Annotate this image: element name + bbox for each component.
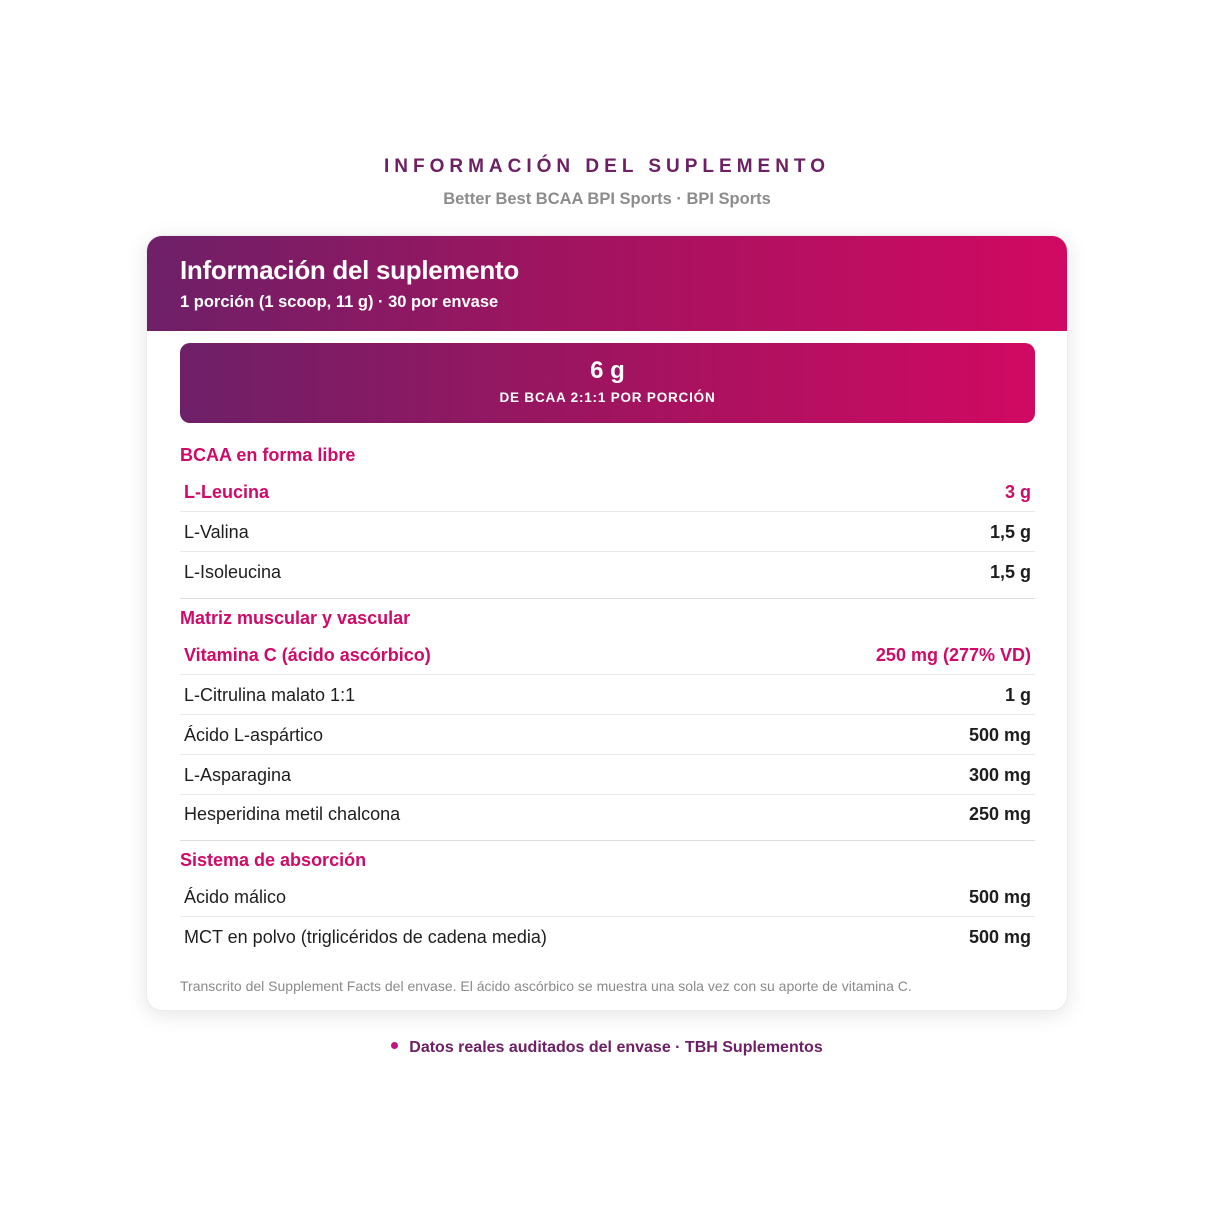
nutrient-amount: 1,5 g <box>989 521 1031 542</box>
nutrient-amount: 500 mg <box>968 886 1031 907</box>
nutrient-row <box>180 513 1035 552</box>
section-title-bcaa: BCAA en forma libre <box>180 445 356 465</box>
nutrient-row <box>180 795 1035 841</box>
nutrient-amount: 1 g <box>1004 684 1031 705</box>
nutrient-row <box>180 676 1035 715</box>
nutrient-row <box>180 716 1035 755</box>
nutrient-name: Hesperidina metil chalcona <box>184 803 401 824</box>
nutrient-name: L-Valina <box>184 521 249 542</box>
section-title-matrix: Matriz muscular y vascular <box>180 608 411 628</box>
nutrient-name: L-Asparagina <box>184 764 292 785</box>
bcaa-highlight-banner <box>180 343 1035 423</box>
nutrient-row <box>180 918 1035 957</box>
nutrient-amount: 500 mg <box>968 724 1031 745</box>
nutrient-name: Vitamina C (ácido ascórbico) <box>184 644 431 665</box>
card-title: Información del suplemento <box>180 255 519 285</box>
nutrient-row <box>180 636 1035 675</box>
page-eyebrow: INFORMACIÓN DEL SUPLEMENTO <box>384 156 830 177</box>
nutrient-name: Ácido L-aspártico <box>184 724 324 745</box>
nutrient-amount: 3 g <box>1004 481 1031 502</box>
serving-size: 1 porción (1 scoop, 11 g) · 30 por envase <box>180 293 499 311</box>
highlight-value: 6 g <box>590 357 625 384</box>
audit-note-text: Datos reales auditados del envase · TBH Suplementos <box>409 1039 823 1056</box>
nutrient-amount: 300 mg <box>968 764 1031 785</box>
nutrient-name: MCT en polvo (triglicéridos de cadena media) <box>184 927 547 947</box>
nutrient-row <box>180 553 1035 599</box>
nutrient-amount: 500 mg <box>968 927 1031 947</box>
card-header <box>147 236 1067 331</box>
bullet-dot-icon <box>391 1042 398 1049</box>
nutrient-name: Ácido málico <box>184 886 287 907</box>
nutrient-row <box>180 756 1035 795</box>
footnote: Transcrito del Supplement Facts del envase. El ácido ascórbico se muestra una sola vez con su aporte de vitamina C. <box>180 978 912 994</box>
audit-note <box>0 1039 1214 1057</box>
page-subtitle: Better Best BCAA BPI Sports · BPI Sports <box>443 190 771 208</box>
nutrient-name: L-Citrulina malato 1:1 <box>184 684 356 705</box>
highlight-label: DE BCAA 2:1:1 POR PORCIÓN <box>499 390 716 405</box>
supplement-facts-card <box>146 235 1068 1011</box>
nutrient-amount: 250 mg (277% VD) <box>875 644 1031 665</box>
nutrient-amount: 1,5 g <box>989 561 1031 582</box>
section-title-absorption: Sistema de absorción <box>180 850 367 870</box>
nutrient-row <box>180 878 1035 917</box>
nutrient-amount: 250 mg <box>968 803 1031 824</box>
nutrient-row <box>180 473 1035 512</box>
nutrient-name: L-Isoleucina <box>184 561 282 582</box>
nutrient-name: L-Leucina <box>184 481 270 502</box>
